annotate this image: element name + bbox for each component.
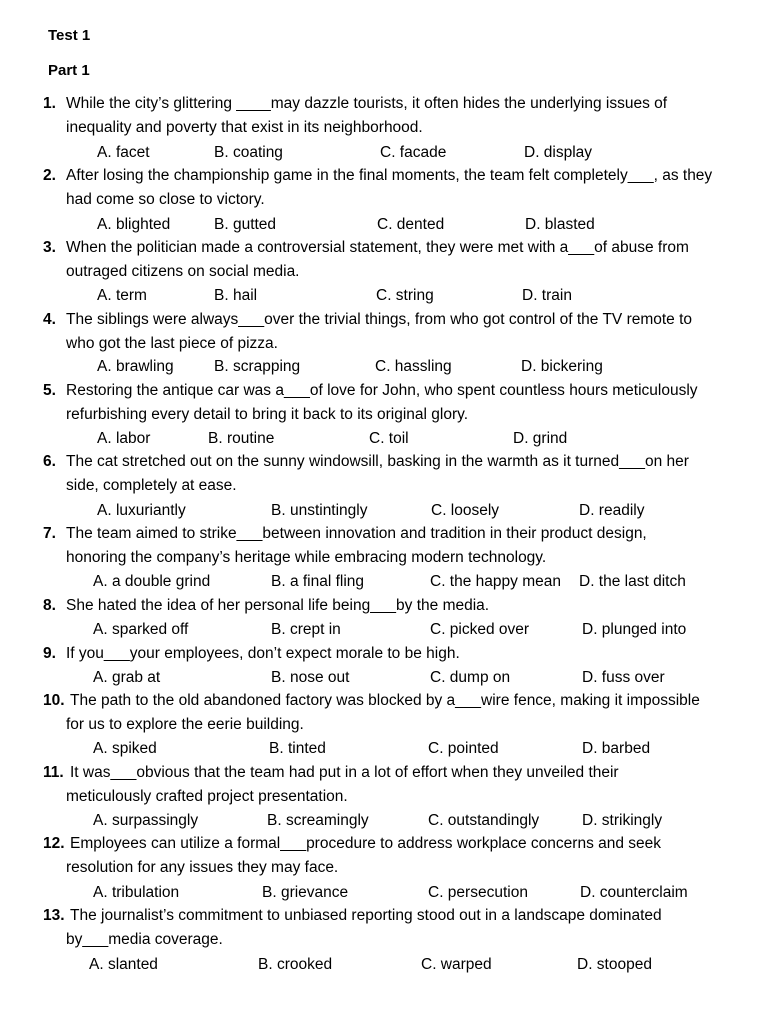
part-title: Part 1 xyxy=(48,62,90,79)
question-6 xyxy=(43,453,689,471)
answer-option-b: B. gutted xyxy=(214,216,277,233)
answer-option-d: D. the last ditch xyxy=(579,573,686,590)
question-5 xyxy=(43,382,698,400)
question-number: 5. xyxy=(43,382,56,399)
question-text-continued: resolution for any issues they may face. xyxy=(66,859,339,876)
question-text-continued: outraged citizens on social media. xyxy=(66,263,300,280)
answer-option-d: D. fuss over xyxy=(582,669,665,686)
answer-option-a: A. facet xyxy=(97,144,150,161)
answer-option-a: A. slanted xyxy=(89,956,158,973)
answer-option-c: C. dented xyxy=(377,216,445,233)
answer-option-c: C. persecution xyxy=(428,884,528,901)
question-text: The path to the old abandoned factory was blocked by a___wire fence, making it impossible xyxy=(70,692,700,709)
answer-option-c: C. warped xyxy=(421,956,492,973)
question-number: 13. xyxy=(43,907,65,924)
answer-option-d: D. stooped xyxy=(577,956,652,973)
question-4 xyxy=(43,311,692,329)
answer-option-c: C. string xyxy=(376,287,434,304)
answer-option-b: B. coating xyxy=(214,144,283,161)
question-2 xyxy=(43,167,712,185)
answer-option-d: D. train xyxy=(522,287,572,304)
answer-option-d: D. strikingly xyxy=(582,812,663,829)
answer-option-b: B. scrapping xyxy=(214,358,301,375)
answer-option-c: C. the happy mean xyxy=(430,573,561,590)
answer-option-b: B. nose out xyxy=(271,669,350,686)
answer-option-d: D. bickering xyxy=(521,358,603,375)
answer-option-d: D. grind xyxy=(513,430,568,447)
answer-option-b: B. hail xyxy=(214,287,258,304)
question-text: Restoring the antique car was a___of love for John, who spent countless hours meticulously xyxy=(66,382,698,399)
answer-option-d: D. plunged into xyxy=(582,621,687,638)
answer-option-a: A. blighted xyxy=(97,216,171,233)
question-number: 4. xyxy=(43,311,56,328)
question-7 xyxy=(43,525,647,543)
answer-option-a: A. spiked xyxy=(93,740,157,757)
answer-option-d: D. readily xyxy=(579,502,645,519)
answer-option-b: B. grievance xyxy=(262,884,349,901)
answer-option-a: A. luxuriantly xyxy=(97,502,186,519)
question-text-continued: meticulously crafted project presentation. xyxy=(66,788,348,805)
question-number: 6. xyxy=(43,453,56,470)
answer-option-a: A. term xyxy=(97,287,147,304)
test-title: Test 1 xyxy=(48,27,91,44)
question-number: 7. xyxy=(43,525,56,542)
question-text-continued: honoring the company’s heritage while embracing modern technology. xyxy=(66,549,547,566)
answer-option-a: A. brawling xyxy=(97,358,174,375)
answer-option-a: A. tribulation xyxy=(93,884,180,901)
answer-option-a: A. labor xyxy=(97,430,151,447)
question-number: 9. xyxy=(43,645,56,662)
answer-option-a: A. sparked off xyxy=(93,621,189,638)
question-number: 10. xyxy=(43,692,65,709)
answer-option-c: C. picked over xyxy=(430,621,530,638)
question-text-continued: refurbishing every detail to bring it back to its original glory. xyxy=(66,406,469,423)
question-text-continued: had come so close to victory. xyxy=(66,191,265,208)
answer-option-a: A. surpassingly xyxy=(93,812,199,829)
answer-option-d: D. counterclaim xyxy=(580,884,688,901)
answer-option-b: B. a final fling xyxy=(271,573,365,590)
question-8 xyxy=(43,597,489,615)
question-10 xyxy=(43,692,700,710)
answer-option-c: C. outstandingly xyxy=(428,812,540,829)
question-number: 12. xyxy=(43,835,65,852)
answer-option-b: B. crept in xyxy=(271,621,341,638)
question-text: After losing the championship game in the final moments, the team felt completely___, as they xyxy=(66,167,713,184)
answer-option-c: C. toil xyxy=(369,430,409,447)
answer-option-b: B. crooked xyxy=(258,956,333,973)
question-text: Employees can utilize a formal___procedure to address workplace concerns and seek xyxy=(70,835,662,852)
question-text: When the politician made a controversial statement, they were met with a___of abuse from xyxy=(66,239,689,256)
question-text: The cat stretched out on the sunny windowsill, basking in the warmth as it turned___on her xyxy=(66,453,689,470)
answer-option-b: B. unstintingly xyxy=(271,502,368,519)
question-number: 3. xyxy=(43,239,56,256)
question-text: She hated the idea of her personal life being___by the media. xyxy=(66,597,490,614)
answer-option-a: A. a double grind xyxy=(93,573,211,590)
answer-option-b: B. screamingly xyxy=(267,812,369,829)
answer-option-c: C. facade xyxy=(380,144,447,161)
question-text-continued: side, completely at ease. xyxy=(66,477,237,494)
question-text-continued: by___media coverage. xyxy=(66,931,223,948)
question-number: 1. xyxy=(43,95,56,112)
answer-option-d: D. barbed xyxy=(582,740,651,757)
question-text: The journalist’s commitment to unbiased reporting stood out in a landscape dominated xyxy=(70,907,662,924)
question-12 xyxy=(43,835,661,853)
question-text: While the city’s glittering ____may dazzle tourists, it often hides the underlying issues of xyxy=(66,95,668,112)
answer-option-c: C. hassling xyxy=(375,358,452,375)
answer-option-d: D. blasted xyxy=(525,216,595,233)
question-1 xyxy=(43,95,667,113)
question-text: The siblings were always___over the trivial things, from who got control of the TV remote to xyxy=(66,311,693,328)
answer-option-d: D. display xyxy=(524,144,593,161)
answer-option-c: C. dump on xyxy=(430,669,511,686)
question-9 xyxy=(43,645,460,663)
question-text-continued: who got the last piece of pizza. xyxy=(66,335,278,352)
question-number: 2. xyxy=(43,167,56,184)
question-text-continued: for us to explore the eerie building. xyxy=(66,716,304,733)
answer-option-b: B. routine xyxy=(208,430,275,447)
question-13 xyxy=(43,907,662,925)
question-text: If you___your employees, don’t expect morale to be high. xyxy=(66,645,460,662)
question-number: 8. xyxy=(43,597,56,614)
question-3 xyxy=(43,239,689,257)
answer-option-b: B. tinted xyxy=(269,740,326,757)
answer-option-c: C. loosely xyxy=(431,502,500,519)
question-text: The team aimed to strike___between innovation and tradition in their product design, xyxy=(66,525,647,542)
question-11 xyxy=(43,764,619,782)
question-text-continued: inequality and poverty that exist in its neighborhood. xyxy=(66,119,423,136)
question-number: 11. xyxy=(43,764,64,781)
answer-option-c: C. pointed xyxy=(428,740,499,757)
answer-option-a: A. grab at xyxy=(93,669,161,686)
question-text: It was___obvious that the team had put in a lot of effort when they unveiled their xyxy=(70,764,619,781)
